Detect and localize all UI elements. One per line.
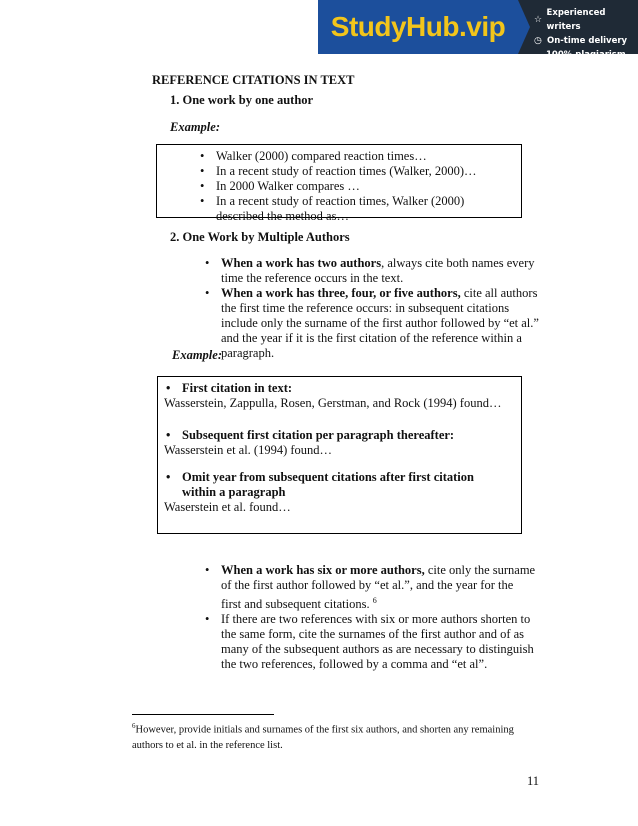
bullet-icon: • <box>200 164 205 178</box>
bullet-icon: • <box>205 256 210 270</box>
page-number: 11 <box>527 774 540 788</box>
perk-item <box>534 6 638 34</box>
perk-label: 100% plagiarism free <box>546 50 626 74</box>
list-item: • If there are two references with six or more authors shorten to the same form, cite the surnames of the first author and of as many of the subsequent authors as are necessary to distinguish the two references, followed by a comma and “et al”. <box>205 612 534 672</box>
studyhub-banner[interactable] <box>318 0 638 74</box>
list-item: • When a work has six or more authors, cite only the surname of the first author followed by “et al.”, and the year for the first and subsequent citations. $^6$ <box>205 563 536 612</box>
perk-label: Experienced writers <box>546 8 606 32</box>
citation-block-1: • First citation in text: Wasserstein, Zappulla, Rosen, Gerstman, and Rock (1994) found… <box>164 381 502 410</box>
example-1-label: Example: <box>170 120 220 134</box>
list-item: • When a work has three, four, or five authors, cite all authors the first time the reference occurs: in subsequent citations include only the surname of the first author followed by “et al.” and the year if it is the first citation of the reference within a paragraph. <box>205 286 539 360</box>
section-2-list <box>205 256 541 361</box>
footnote-ref[interactable]: 6 <box>372 596 377 605</box>
list-item: • In a recent study of reaction times (Walker, 2000)… <box>200 164 477 178</box>
list-item: • In a recent study of reaction times, Walker (2000) described the method as… <box>200 194 465 223</box>
section-2-title: 2. One Work by Multiple Authors <box>170 230 350 244</box>
list-item: • In 2000 Walker compares … <box>200 179 360 193</box>
bullet-icon: • <box>205 612 210 627</box>
list-item: • When a work has two authors, always cite both names every time the reference occurs in the text. <box>205 256 535 285</box>
section-3-list <box>205 563 536 672</box>
check-icon: ⌬ <box>534 57 542 67</box>
brand-logo[interactable]: StudyHub.vip <box>318 0 518 54</box>
section-1-title: 1. One work by one author <box>170 93 314 107</box>
perks-list <box>534 6 638 76</box>
footnote-text: However, provide initials and surnames of the first six authors, and shorten any remaining authors to et al. in the reference list. <box>132 724 514 751</box>
star-icon: ☆ <box>534 15 543 25</box>
bullet-icon: • <box>166 470 171 484</box>
footnote <box>132 719 542 753</box>
bullet-icon: • <box>166 381 171 395</box>
perk-label: On-time delivery <box>547 36 628 46</box>
example-1-box <box>156 144 522 223</box>
citation-block-3: • Omit year from subsequent citations after first citation within a paragraph Waserstein et al. found… <box>164 470 474 514</box>
example-2-box <box>157 376 522 534</box>
clock-icon: ◷ <box>534 36 542 46</box>
example-2-label: Example: <box>172 348 222 362</box>
bullet-icon: • <box>200 194 205 208</box>
footnote-mark: 6 <box>132 722 136 730</box>
perk-item <box>534 48 638 76</box>
perk-item <box>534 34 638 48</box>
brand-arrow-shape <box>518 0 530 54</box>
bullet-icon: • <box>200 149 205 163</box>
bullet-icon: • <box>200 179 205 193</box>
example-1-list <box>200 149 506 224</box>
page-heading: REFERENCE CITATIONS IN TEXT <box>152 73 355 87</box>
bullet-icon: • <box>205 563 210 577</box>
bullet-icon: • <box>166 428 171 442</box>
bullet-icon: • <box>205 286 210 300</box>
list-item: • Walker (2000) compared reaction times… <box>200 149 427 163</box>
footnote-divider <box>132 714 274 715</box>
citation-block-2: • Subsequent first citation per paragraph thereafter: Wasserstein et al. (1994) found… <box>164 428 455 457</box>
